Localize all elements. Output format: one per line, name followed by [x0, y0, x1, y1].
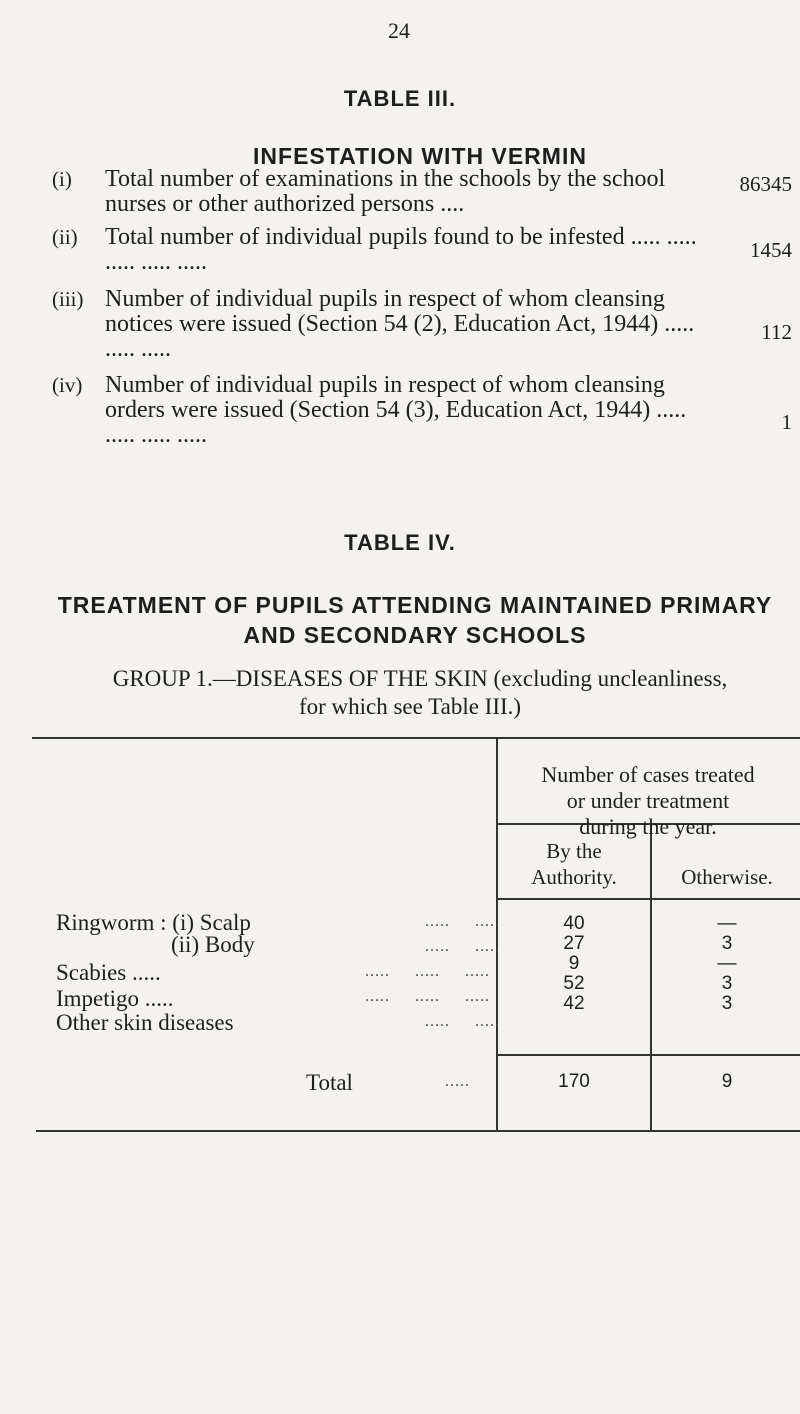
total-otherwise-cell: 9: [721, 1071, 733, 1092]
table-bottom-rule: [36, 1130, 800, 1132]
item-value: 86345: [739, 172, 792, 196]
table4-title: TABLE IV.: [344, 530, 456, 555]
row-label-impetigo: Impetigo .....: [56, 986, 174, 1011]
row-label-ringworm-scalp: Ringworm : (i) Scalp: [56, 910, 251, 935]
authority-cell: 27: [563, 933, 585, 954]
table4-subtitle-line1: TREATMENT OF PUPILS ATTENDING MAINTAINED PRIMARY: [57, 592, 773, 618]
table-top-rule: [32, 737, 800, 739]
header-authority: [498, 838, 650, 890]
header-bottom-rule: [496, 898, 800, 900]
item-number: (iii): [52, 287, 84, 311]
row-label-total: Total: [306, 1070, 353, 1095]
item-value: 1: [781, 410, 792, 434]
authority-cell: 42: [563, 993, 585, 1014]
item-text: Total number of examinations in the schools by the school nurses or other authorized persons ....: [105, 166, 666, 217]
table4-subtitle-line2: AND SECONDARY SCHOOLS: [243, 622, 587, 648]
header-otherwise: Otherwise.: [681, 865, 773, 889]
item-number: (ii): [52, 225, 78, 249]
otherwise-cell: 3: [721, 993, 733, 1014]
authority-cell: 52: [563, 973, 585, 994]
header-main-line: during the year.: [579, 814, 717, 839]
leader-dots: ..... ..... .....: [365, 963, 490, 980]
otherwise-cell: —: [717, 953, 737, 974]
header-authority-line: Authority.: [531, 865, 617, 889]
header-main-line: Number of cases treated: [541, 762, 755, 787]
item-value: 112: [761, 320, 792, 344]
item-value: 1454: [750, 238, 792, 262]
item-text: Number of individual pupils in respect of whom cleansing orders were issued (Section 54 (3), Education Act, 1944) ..... ..... ..... .....: [105, 372, 687, 448]
otherwise-cell: 3: [721, 973, 733, 994]
leader-dots: ..... ..... .....: [365, 988, 490, 1005]
otherwise-cell: —: [717, 913, 737, 934]
authority-cell: 40: [563, 913, 585, 934]
row-label-scabies: Scabies .....: [56, 960, 161, 985]
item-text: Number of individual pupils in respect of whom cleansing notices were issued (Section 54 (2), Education Act, 1944) ..... ..... .....: [105, 286, 695, 362]
header-main-line: or under treatment: [566, 788, 730, 813]
row-label-ringworm-body: (ii) Body: [171, 932, 255, 957]
table3-item: [52, 225, 792, 287]
total-authority-cell: 170: [558, 1071, 590, 1092]
group-heading-line2: for which see Table III.): [298, 694, 522, 719]
leader-dots: ..... .....: [425, 1013, 500, 1030]
otherwise-cell: 3: [721, 933, 733, 954]
table3-item: [52, 287, 792, 373]
authority-cell: 9: [568, 953, 580, 974]
table3-subtitle: INFESTATION WITH VERMIN: [253, 143, 587, 169]
item-text: Total number of individual pupils found to be infested ..... ..... ..... ..... .....: [105, 224, 697, 275]
total-rule: [496, 1054, 800, 1056]
group-heading-line1: GROUP 1.—DISEASES OF THE SKIN (excluding uncleanliness,: [112, 666, 728, 691]
table3-items: [52, 167, 792, 459]
leader-dots: .....: [445, 1073, 470, 1090]
otherwise-column: [652, 914, 800, 1014]
header-main: [498, 762, 798, 840]
header-authority-line: By the: [546, 839, 602, 863]
leader-dots: ..... .....: [425, 938, 500, 955]
item-number: (i): [52, 167, 72, 191]
row-label-other: Other skin diseases: [56, 1010, 234, 1035]
table3-item: [52, 373, 792, 459]
item-number: (iv): [52, 373, 83, 397]
authority-column: [498, 914, 650, 1014]
page-number: 24: [388, 18, 410, 43]
table3-title: TABLE III.: [343, 86, 457, 111]
leader-dots: ..... .....: [425, 913, 500, 930]
table3-item: [52, 167, 792, 225]
